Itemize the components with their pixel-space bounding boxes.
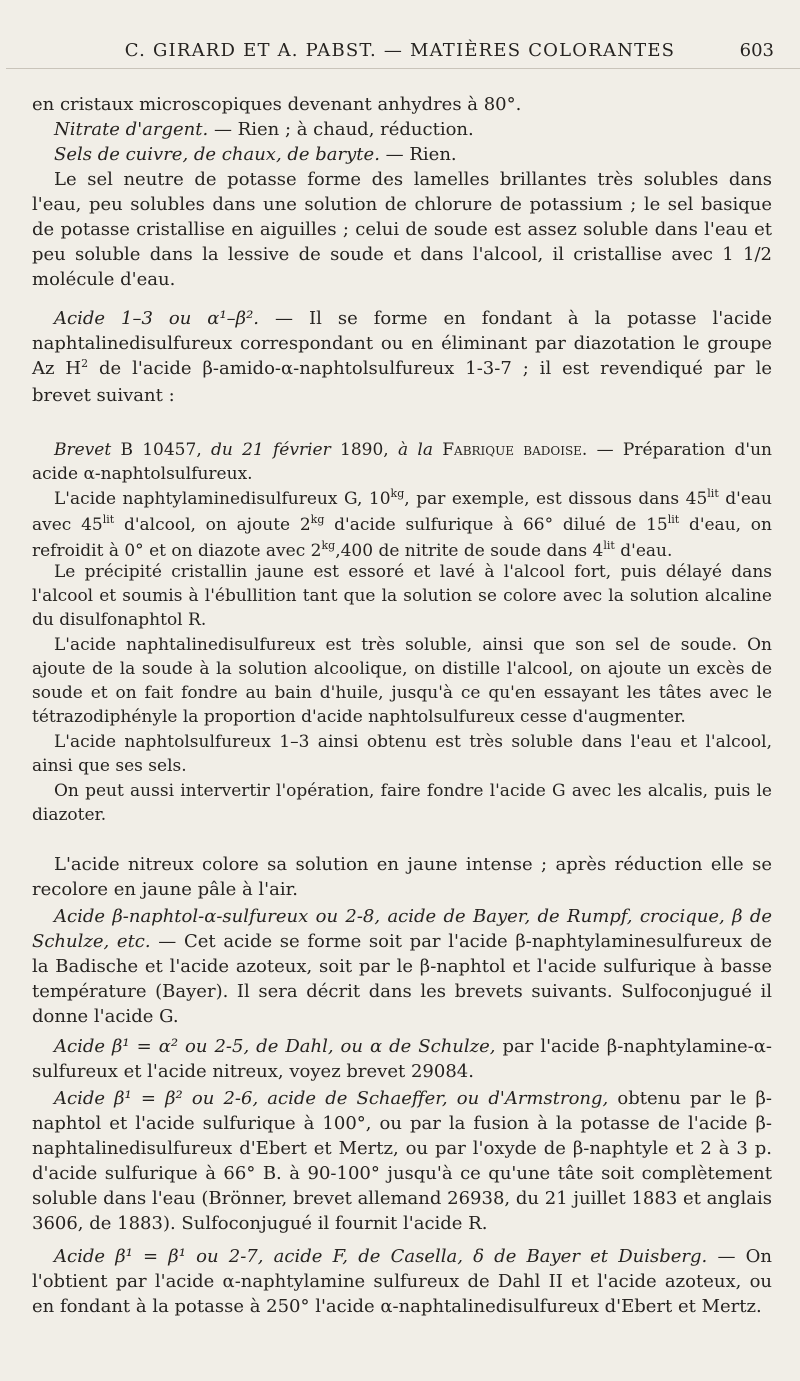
paragraph-acide-2-7: Acide β¹ = β¹ ou 2-7, acide F, de Casella, δ de Bayer et Duisberg. — On l'obtient par l'acide α-naphtylamine sulfureux de Dahl II et l'acide azoteux, ou en fondant à la potasse à 250° l'acide α-naphtalinedisulfureux d'Ebert et Mertz.	[32, 1246, 772, 1317]
brevet-paragraph-5: On peut aussi intervertir l'opération, faire fondre l'acide G avec les alcalis, puis le diazoter.	[32, 781, 772, 825]
brevet-paragraph-2: Le précipité cristallin jaune est essoré et lavé à l'alcool fort, puis délayé dans l'alcool et soumis à l'ébullition tant que la solution se colore avec la solution alcaline du disulfonaphtol R.	[32, 562, 772, 630]
brevet-paragraph-3: L'acide naphtalinedisulfureux est très soluble, ainsi que son sel de soude. On ajoute de la soude à la solution alcoolique, on distille l'alcool, on ajoute un excès de soude et on fait fondre au bain d'huile, jusqu'à ce qu'en essayant les tâtes avec le tétrazodiphényle la proportion d'acide naphtolsulfureux cesse d'augmenter.	[32, 635, 772, 727]
paragraph-acide-2-5: Acide β¹ = α² ou 2-5, de Dahl, ou α de Schulze, par l'acide β-naphtylamine-α-sulfureux et l'acide nitreux, voyez brevet 29084.	[32, 1036, 773, 1082]
page-header	[0, 40, 800, 64]
paragraph-acide-2-6: Acide β¹ = β² ou 2-6, acide de Schaeffer, ou d'Armstrong, obtenu par le β-naphtol et l'acide sulfurique à 100°, ou par la fusion à la potasse de l'acide β-naphtalinedisulfureux d'Ebert et Mertz, ou par l'oxyde de β-naphtyle et 2 à 3 p. d'acide sulfurique à 66° B. à 90-100° jusqu'à ce qu'une tâte soit complètement soluble dans l'eau (Brönner, brevet allemand 26938, du 21 juillet 1883 et anglais 3606, de 1883). Sulfoconjugué il fournit l'acide R.	[32, 1088, 772, 1234]
header-rule	[6, 68, 800, 69]
brevet-paragraph-4: L'acide naphtolsulfureux 1–3 ainsi obtenu est très soluble dans l'eau et l'alcool, ainsi que ses sels.	[32, 732, 772, 776]
paragraph-acide-1-3: Acide 1–3 ou α¹–β². — Il se forme en fondant à la potasse l'acide naphtalinedisulfureux correspondant ou en éliminant par diazotation le groupe Az $H^2$ de l'acide β-amido-α-naphtolsulfureux 1-3-7 ; il est revendiqué par le brevet suivant :	[32, 308, 772, 406]
paragraph-sel-neutre: Le sel neutre de potasse forme des lamelles brillantes très solubles dans l'eau, peu solubles dans une solution de chlorure de potassium ; le sel basique de potasse cristallise en aiguilles ; celui de soude est assez soluble dans l'eau et peu soluble dans la lessive de soude et dans l'alcool, il cristallise avec 1 1/2 molécule d'eau.	[32, 169, 772, 290]
brevet-heading: Brevet B 10457, du 21 février 1890, à la Fabrique badoise. — Préparation d'un acide α-naphtolsulfureux.	[32, 440, 772, 484]
brevet-paragraph-1: L'acide naphtylaminedisulfureux G, $10^{kg}$, par exemple, est dissous dans $45^{lit}$ d'eau avec $45^{lit}$ d'alcool, on ajoute $2^{kg}$ d'acide sulfurique à 66° dilué de $15^{lit}$ d'eau, on refroidit à 0° et on diazote avec $2^{kg},400$ de nitrite de soude dans $4^{lit}$ d'eau.	[32, 487, 772, 561]
running-title: C. GIRARD ET A. PABST. — MATIÈRES COLORANTES	[124, 40, 676, 61]
paragraph-acide-2-8: Acide β-naphtol-α-sulfureux ou 2-8, acide de Bayer, de Rumpf, crocique, β de Schulze, etc. — Cet acide se forme soit par l'acide β-naphtylaminesulfureux de la Badische et l'acide azoteux, soit par le β-naphtol et l'acide sulfurique à basse température (Bayer). Il sera décrit dans les brevets suivants. Sulfoconjugué il donne l'acide G.	[32, 906, 772, 1027]
page-number: 603	[739, 40, 774, 61]
line-nitrate: Nitrate d'argent. — Rien ; à chaud, réduction.	[54, 119, 474, 140]
line-crystaux: en cristaux microscopiques devenant anhydres à 80°.	[32, 94, 522, 115]
paragraph-acide-nitreux: L'acide nitreux colore sa solution en jaune intense ; après réduction elle se recolore en jaune pâle à l'air.	[32, 854, 772, 900]
line-sels: Sels de cuivre, de chaux, de baryte. — Rien.	[54, 144, 457, 165]
